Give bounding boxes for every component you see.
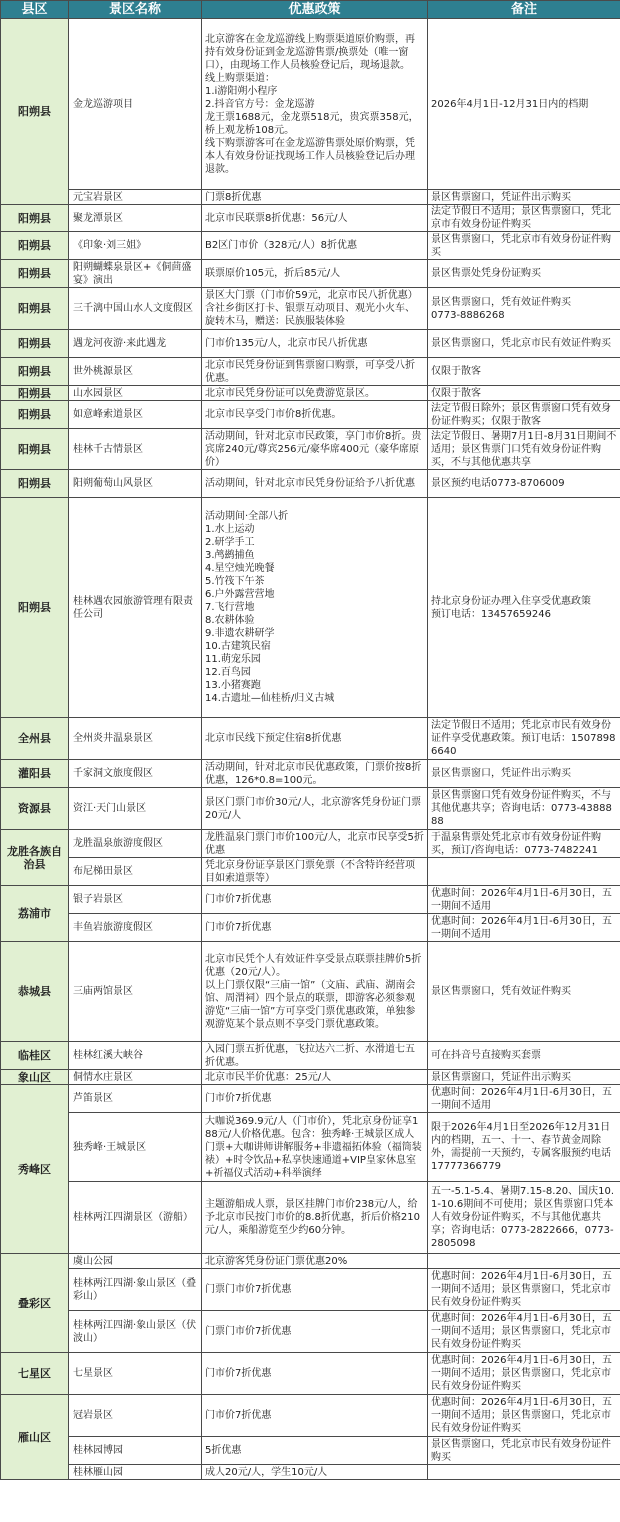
note-cell: 持北京身份证办理入住享受优惠政策 预订电话：13457659246 — [428, 498, 620, 718]
table-row — [1, 1437, 620, 1465]
note-cell: 景区售票处凭身份证购买 — [428, 260, 620, 288]
policy-cell: 北京市民联票8折优惠：56元/人 — [202, 205, 428, 232]
scenic-name-cell: 独秀峰·王城景区 — [69, 1113, 202, 1182]
policy-cell: 门票门市价7折优惠 — [202, 1269, 428, 1311]
policy-cell: 门票8折优惠 — [202, 190, 428, 205]
policy-cell: 5折优惠 — [202, 1437, 428, 1465]
policy-cell: 门市价7折优惠 — [202, 1085, 428, 1113]
table-row — [1, 1085, 620, 1113]
scenic-name-cell: 布尼梯田景区 — [69, 858, 202, 886]
note-cell: 优惠时间：2026年4月1日-6月30日，五一期间不适用 — [428, 914, 620, 942]
policy-cell: 门市价7折优惠 — [202, 1353, 428, 1395]
scenic-name-cell: 桂林两江四湖·象山景区（伏波山） — [69, 1311, 202, 1353]
county-cell: 七星区 — [1, 1353, 69, 1395]
table-row — [1, 1269, 620, 1311]
county-cell: 临桂区 — [1, 1042, 69, 1070]
table-row — [1, 788, 620, 830]
county-cell: 秀峰区 — [1, 1085, 69, 1254]
table-row — [1, 1070, 620, 1085]
note-cell: 仅限于散客 — [428, 386, 620, 401]
table-row — [1, 1042, 620, 1070]
table-row — [1, 1113, 620, 1182]
scenic-name-cell: 遇龙河夜游·来此遇龙 — [69, 330, 202, 358]
scenic-name-cell: 七星景区 — [69, 1353, 202, 1395]
table-row — [1, 498, 620, 718]
table-row — [1, 330, 620, 358]
policy-cell: 北京市民凭个人有效证件享受景点联票挂牌价5折优惠（20元/人）。 以上门票仅限“三庙一馆”（文庙、武庙、湖南会馆、周渭祠）四个景点的联票，即游客必须参观游览“三庙一馆”方可享受门票优惠政策，单独参观游览某个景点则不享受门票优惠政策。 — [202, 942, 428, 1042]
scenic-name-cell: 桂林雁山园 — [69, 1465, 202, 1480]
policy-cell: 景区门票门市价30元/人，北京游客凭身份证门票20元/人 — [202, 788, 428, 830]
note-cell: 景区售票窗口，凭有效证件购买 0773-8886268 — [428, 288, 620, 330]
policy-cell: 成人20元/人，学生10元/人 — [202, 1465, 428, 1480]
county-cell: 雁山区 — [1, 1395, 69, 1480]
county-cell: 全州县 — [1, 718, 69, 760]
scenic-name-cell: 元宝岩景区 — [69, 190, 202, 205]
policy-cell: 北京市民凭身份证可以免费游览景区。 — [202, 386, 428, 401]
note-cell: 景区售票窗口，凭证件出示购买 — [428, 760, 620, 788]
policy-cell: 北京游客凭身份证门票优惠20% — [202, 1254, 428, 1269]
table-row — [1, 358, 620, 386]
note-cell: 法定节假日不适用；景区售票窗口，凭北京市有效身份证件购买 — [428, 205, 620, 232]
note-cell: 景区售票窗口凭有效身份证件购买，不与其他优惠共享；咨询电话：0773-4388888 — [428, 788, 620, 830]
scenic-name-cell: 侗情水庄景区 — [69, 1070, 202, 1085]
policy-cell: 活动期间·全部八折 1.水上运动 2.研学手工 3.鸬鹚捕鱼 4.星空烛光晚餐 5.竹筏下午茶 6.户外露营营地 7.飞行营地 8.农耕体验 9.非遗农耕研学 10.古建筑民宿 11.萌宠乐园 12.百鸟园 13.小猪赛跑 14.古遗址—仙桂桥/归义古城 — [202, 498, 428, 718]
note-cell: 法定节假日不适用；凭北京市民有效身份证件享受优惠政策。预订电话：15078986640 — [428, 718, 620, 760]
header-policy: 优惠政策 — [202, 1, 428, 19]
scenic-name-cell: 聚龙潭景区 — [69, 205, 202, 232]
county-cell: 象山区 — [1, 1070, 69, 1085]
table-row — [1, 470, 620, 498]
scenic-name-cell: 三庙两馆景区 — [69, 942, 202, 1042]
note-cell: 景区售票窗口，凭有效证件购买 — [428, 942, 620, 1042]
scenic-name-cell: 如意峰索道景区 — [69, 401, 202, 429]
header-note: 备注 — [428, 1, 620, 19]
note-cell: 景区售票窗口，凭北京市有效身份证件购买 — [428, 232, 620, 260]
table-row — [1, 858, 620, 886]
note-cell: 仅限于散客 — [428, 358, 620, 386]
policy-cell: 联票原价105元，折后85元/人 — [202, 260, 428, 288]
scenic-name-cell: 桂林园博园 — [69, 1437, 202, 1465]
policy-cell: 活动期间，针对北京市民凭身份证给予八折优惠 — [202, 470, 428, 498]
county-cell: 阳朔县 — [1, 205, 69, 232]
policy-cell: 活动期间，针对北京市民政策，享门市价8折。贵宾席240元/尊宾256元/豪华席400元（豪华席原价） — [202, 429, 428, 470]
note-cell: 景区售票窗口，凭北京市民有效身份证件购买 — [428, 1437, 620, 1465]
table-row — [1, 401, 620, 429]
policy-cell: 北京市民半价优惠：25元/人 — [202, 1070, 428, 1085]
scenic-name-cell: 三千漓中国山水人文度假区 — [69, 288, 202, 330]
county-cell: 阳朔县 — [1, 429, 69, 470]
county-cell: 阳朔县 — [1, 19, 69, 205]
policy-cell: 门票门市价7折优惠 — [202, 1311, 428, 1353]
county-cell: 资源县 — [1, 788, 69, 830]
policy-cell: B2区门市价（328元/人）8折优惠 — [202, 232, 428, 260]
policy-cell: 主题游船成人票，景区挂牌门市价238元/人，给予北京市民按门市价的8.8折优惠，折后价格210元/人，乘船游览至少约60分钟。 — [202, 1182, 428, 1254]
table-row — [1, 1311, 620, 1353]
policy-cell: 活动期间，针对北京市民优惠政策，门票价按8折优惠，126*0.8=100元。 — [202, 760, 428, 788]
policy-cell: 门市价135元/人，北京市民八折优惠 — [202, 330, 428, 358]
header-scenic-name: 景区名称 — [69, 1, 202, 19]
county-cell: 龙胜各族自治县 — [1, 830, 69, 886]
note-cell — [428, 1465, 620, 1480]
policy-cell: 北京市民凭身份证到售票窗口购票，可享受八折优惠。 — [202, 358, 428, 386]
note-cell: 优惠时间：2026年4月1日-6月30日，五一期间不适用；景区售票窗口，凭北京市民有效身份证件购买 — [428, 1311, 620, 1353]
scenic-name-cell: 虞山公园 — [69, 1254, 202, 1269]
county-cell: 荔浦市 — [1, 886, 69, 942]
table-row — [1, 232, 620, 260]
note-cell: 法定节假日、暑期7月1日-8月31日期间不适用；景区售票门口凭有效身份证件购买，不与其他优惠共享 — [428, 429, 620, 470]
table-row — [1, 914, 620, 942]
note-cell: 优惠时间：2026年4月1日-6月30日，五一期间不适用；景区售票窗口，凭北京市民有效身份证件购买 — [428, 1395, 620, 1437]
note-cell: 优惠时间：2026年4月1日-6月30日，五一期间不适用；景区售票窗口，凭北京市民有效身份证件购买 — [428, 1269, 620, 1311]
header-county: 县区 — [1, 1, 69, 19]
scenic-name-cell: 丰鱼岩旅游度假区 — [69, 914, 202, 942]
policy-cell: 门市价7折优惠 — [202, 914, 428, 942]
table-row — [1, 830, 620, 858]
scenic-name-cell: 桂林遇农园旅游管理有限责任公司 — [69, 498, 202, 718]
table-row — [1, 1182, 620, 1254]
county-cell: 阳朔县 — [1, 232, 69, 260]
scenic-name-cell: 银子岩景区 — [69, 886, 202, 914]
scenic-name-cell: 山水园景区 — [69, 386, 202, 401]
table-row — [1, 190, 620, 205]
table-row — [1, 942, 620, 1042]
note-cell: 限于2026年4月1日至2026年12月31日内的档期，五一、十一、春节黄金周除外，需提前一天预约，专属客服预约电话17777366779 — [428, 1113, 620, 1182]
note-cell — [428, 858, 620, 886]
policy-cell: 入园门票五折优惠，飞拉达六二折、水滑道七五折优惠。 — [202, 1042, 428, 1070]
scenic-name-cell: 全州炎井温泉景区 — [69, 718, 202, 760]
scenic-name-cell: 阳朔葡萄山风景区 — [69, 470, 202, 498]
note-cell: 优惠时间：2026年4月1日-6月30日，五一期间不适用；景区售票窗口，凭北京市民有效身份证件购买 — [428, 1353, 620, 1395]
note-cell: 景区售票窗口，凭北京市民有效证件购买 — [428, 330, 620, 358]
county-cell: 恭城县 — [1, 942, 69, 1042]
table-row — [1, 1465, 620, 1480]
county-cell: 阳朔县 — [1, 386, 69, 401]
policy-cell: 北京市民享受门市价8折优惠。 — [202, 401, 428, 429]
policy-cell: 景区大门票（门市价59元，北京市民八折优惠）含社乡街区打卡、银票互动项目、观光小火车、旋转木马，赠送：民族服装体验 — [202, 288, 428, 330]
note-cell: 2026年4月1日-12月31日内的档期 — [428, 19, 620, 190]
table-row — [1, 886, 620, 914]
scenic-name-cell: 千家洞文旅度假区 — [69, 760, 202, 788]
scenic-name-cell: 资江·天门山景区 — [69, 788, 202, 830]
table-row — [1, 1254, 620, 1269]
county-cell: 阳朔县 — [1, 330, 69, 358]
scenic-name-cell: 金龙巡游项目 — [69, 19, 202, 190]
policy-cell: 凭北京身份证享景区门票免票（不含特许经营项目如索道票等） — [202, 858, 428, 886]
table-row — [1, 718, 620, 760]
scenic-name-cell: 桂林两江四湖·象山景区（叠彩山） — [69, 1269, 202, 1311]
scenic-name-cell: 阳朔蝴蝶泉景区+《侗茴盛宴》演出 — [69, 260, 202, 288]
county-cell: 阳朔县 — [1, 401, 69, 429]
note-cell: 景区售票窗口，凭证件出示购买 — [428, 1070, 620, 1085]
policy-cell: 大咖说369.9元/人（门市价），凭北京身份证享188元/人价格优惠。包含：独秀峰·王城景区成人门票+大咖讲师讲解服务+非遗福拓体验（福筒装裱）+时令饮品+私享快速通道+VIP皇家休息室+祈福仪式活动+科举演绎 — [202, 1113, 428, 1182]
county-cell: 阳朔县 — [1, 498, 69, 718]
note-cell: 法定节假日除外；景区售票窗口凭有效身份证件购买；仅限于散客 — [428, 401, 620, 429]
note-cell: 五一-5.1-5.4、暑期7.15-8.20、国庆10.1-10.6期间不可使用；景区售票窗口凭本人有效身份证件购买，不与其他优惠共享；咨询电话：0773-2822666，0773-2805098 — [428, 1182, 620, 1254]
note-cell: 于温泉售票处凭北京市有效身份证件购买，预订/咨询电话：0773-7482241 — [428, 830, 620, 858]
county-cell: 阳朔县 — [1, 470, 69, 498]
scenic-name-cell: 桂林千古情景区 — [69, 429, 202, 470]
table-row — [1, 429, 620, 470]
table-row — [1, 1395, 620, 1437]
scenic-name-cell: 龙胜温泉旅游度假区 — [69, 830, 202, 858]
table-row — [1, 205, 620, 232]
scenic-name-cell: 桂林两江四湖景区（游船） — [69, 1182, 202, 1254]
table-row — [1, 19, 620, 190]
policy-cell: 北京市民线下预定住宿8折优惠 — [202, 718, 428, 760]
scenic-name-cell: 芦笛景区 — [69, 1085, 202, 1113]
policy-cell: 龙胜温泉门票门市价100元/人，北京市民享受5折优惠 — [202, 830, 428, 858]
note-cell: 可在抖音号直接购买套票 — [428, 1042, 620, 1070]
table-row — [1, 260, 620, 288]
county-cell: 灌阳县 — [1, 760, 69, 788]
note-cell: 优惠时间：2026年4月1日-6月30日，五一期间不适用 — [428, 1085, 620, 1113]
policy-cell: 门市价7折优惠 — [202, 886, 428, 914]
note-cell: 景区预约电话0773-8706009 — [428, 470, 620, 498]
header-row — [1, 1, 620, 19]
table-row — [1, 1353, 620, 1395]
county-cell: 叠彩区 — [1, 1254, 69, 1353]
note-cell: 景区售票窗口，凭证件出示购买 — [428, 190, 620, 205]
policy-cell: 门市价7折优惠 — [202, 1395, 428, 1437]
policy-cell: 北京游客在金龙巡游线上购票渠道原价购票，再持有效身份证到金龙巡游售票/换票处（唯一窗口），由现场工作人员核验登记后，现场退款。 线上购票渠道： 1.i游阳朔小程序 2.抖音官方号：金龙巡游 龙王票1688元，金龙票518元，贵宾票358元，桥上观龙桥108元。 线下购票游客可在金龙巡游售票处原价购票，凭本人有效身份证找现场工作人员核验登记后办理退款。 — [202, 19, 428, 190]
scenic-name-cell: 冠岩景区 — [69, 1395, 202, 1437]
note-cell — [428, 1254, 620, 1269]
table-row — [1, 760, 620, 788]
scenic-name-cell: 桂林红溪大峡谷 — [69, 1042, 202, 1070]
county-cell: 阳朔县 — [1, 260, 69, 288]
county-cell: 阳朔县 — [1, 358, 69, 386]
scenic-name-cell: 世外桃源景区 — [69, 358, 202, 386]
note-cell: 优惠时间：2026年4月1日-6月30日，五一期间不适用 — [428, 886, 620, 914]
table-body — [1, 19, 620, 1480]
scenic-name-cell: 《印象·刘三姐》 — [69, 232, 202, 260]
table-row — [1, 288, 620, 330]
county-cell: 阳朔县 — [1, 288, 69, 330]
table-row — [1, 386, 620, 401]
